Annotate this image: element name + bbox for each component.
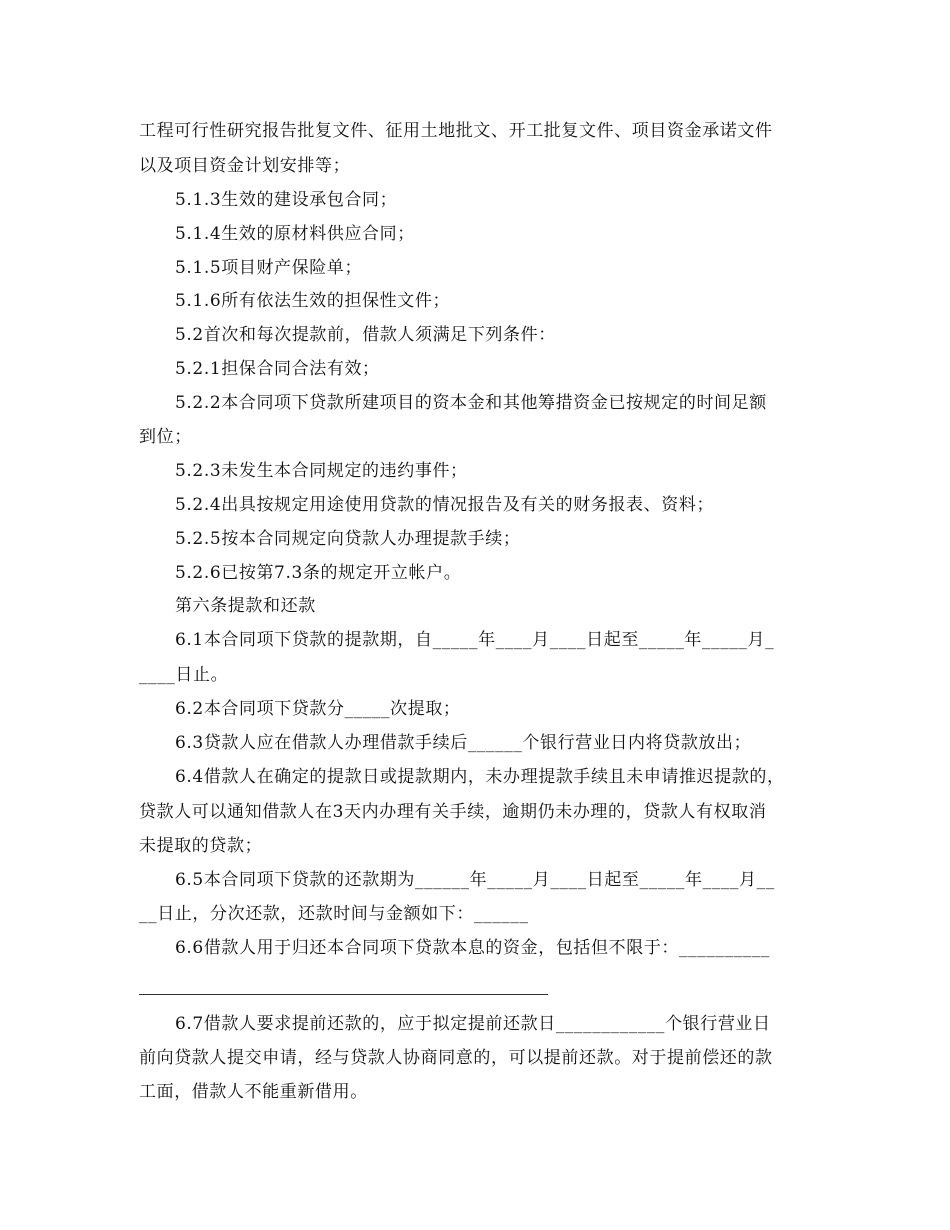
clause-6-5: 6.5本合同项下贷款的还款期为______年_____月____日起至_____年____月__ bbox=[175, 870, 775, 890]
clause-5-2-4: 5.2.4出具按规定用途使用贷款的情况报告及有关的财务报表、资料； bbox=[175, 495, 715, 515]
clause-5-2-2: 5.2.2本合同项下贷款所建项目的资本金和其他筹措资金已按规定的时间足额 bbox=[175, 393, 767, 413]
clause-5-2-5: 5.2.5按本合同规定向贷款人办理提款手续； bbox=[175, 529, 521, 549]
paragraph-line: __日止，分次还款，还款时间与金额如下：______ bbox=[139, 904, 529, 924]
clause-5-2-3: 5.2.3未发生本合同规定的违约事件； bbox=[175, 461, 468, 481]
clause-6-1: 6.1本合同项下贷款的提款期，自_____年____月____日起至_____年_____月_ bbox=[175, 630, 775, 650]
paragraph-line: 到位； bbox=[139, 427, 192, 447]
clause-5-2-1: 5.2.1担保合同合法有效； bbox=[175, 359, 380, 379]
clause-5-2-6: 5.2.6已按第7.3条的规定开立帐户。 bbox=[175, 563, 462, 583]
clause-5-1-3: 5.1.3生效的建设承包合同； bbox=[175, 190, 398, 210]
blank-fill-line bbox=[139, 994, 548, 995]
clause-6-4: 6.4借款人在确定的提款日或提款期内，未办理提款手续且未申请推迟提款的， bbox=[175, 767, 785, 787]
clause-5-1-6: 5.1.6所有依法生效的担保性文件； bbox=[175, 291, 451, 311]
clause-6-2: 6.2本合同项下贷款分_____次提取； bbox=[175, 699, 461, 719]
clause-5-1-4: 5.1.4生效的原材料供应合同； bbox=[175, 224, 415, 244]
section-heading-article-6: 第六条提款和还款 bbox=[175, 596, 316, 616]
clause-5-2: 5.2首次和每次提款前，借款人须满足下列条件： bbox=[175, 325, 556, 345]
paragraph-line: ____日止。 bbox=[139, 665, 229, 685]
paragraph-line: 以及项目资金计划安排等； bbox=[139, 156, 351, 176]
paragraph-line: 工程可行性研究报告批复文件、征用土地批文、开工批复文件、项目资金承诺文件 bbox=[139, 121, 773, 141]
paragraph-line: 未提取的贷款； bbox=[139, 836, 263, 856]
paragraph-line: 贷款人可以通知借款人在3天内办理有关手续，逾期仍未办理的，贷款人有权取消 bbox=[139, 802, 767, 822]
paragraph-line: 工面，借款人不能重新借用。 bbox=[139, 1082, 368, 1102]
clause-6-3: 6.3贷款人应在借款人办理借款手续后______个银行营业日内将贷款放出； bbox=[175, 733, 752, 753]
clause-6-7: 6.7借款人要求提前还款的，应于拟定提前还款日____________个银行营业日 bbox=[175, 1014, 771, 1034]
clause-6-6: 6.6借款人用于归还本合同项下贷款本息的资金，包括但不限于：__________ bbox=[175, 938, 771, 958]
paragraph-line: 前向贷款人提交申请，经与贷款人协商同意的，可以提前还款。对于提前偿还的款 bbox=[139, 1048, 773, 1068]
clause-5-1-5: 5.1.5项目财产保险单； bbox=[175, 258, 363, 278]
